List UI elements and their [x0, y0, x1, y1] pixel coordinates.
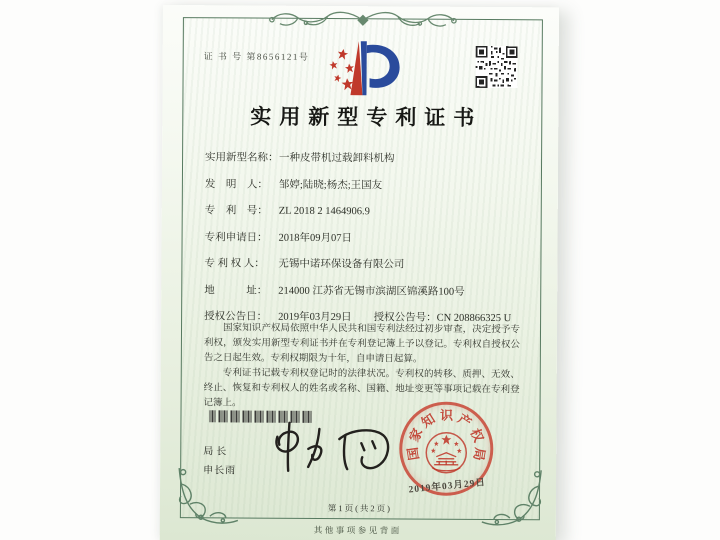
grant-number: CN 208866325 U [436, 312, 512, 325]
seal-char: 知 [418, 410, 438, 430]
seal-char: 国 [404, 446, 422, 462]
field-label: 授权公告日： [204, 311, 268, 323]
page-footer: 第1页(共2页) [327, 503, 393, 514]
national-emblem-icon [423, 428, 469, 478]
director-title-label: 局长 [203, 446, 230, 458]
field-value: 无锡中诺环保设备有限公司 [278, 258, 405, 271]
field-label: 地 址： [204, 284, 268, 297]
director-name-label: 申长雨 [203, 465, 237, 477]
grant-date: 2019年03月29日 [278, 311, 352, 324]
certificate-fields [204, 151, 523, 338]
director-signature [261, 417, 396, 480]
field-label: 专 利 权 人： [204, 258, 265, 270]
top-flourish-ornament [258, 7, 468, 34]
seal-char: 产 [455, 410, 475, 431]
field-label: 发 明 人： [204, 178, 268, 191]
seal-char: 局 [471, 446, 489, 462]
field-value: ZL 2018 2 1464906.9 [278, 205, 370, 218]
field-inventors [205, 178, 523, 194]
field-patentee [204, 257, 522, 273]
back-side-note: 其他事项参见背面 [313, 524, 402, 536]
seal-char: 家 [405, 425, 425, 444]
certificate-frame [180, 17, 543, 520]
legal-paragraph-2: 专利证书记载专利权登记时的法律状况。专利权的转移、质押、无效、终止、恢复和专利权人的姓名或名称、国籍、地址变更等事项记载在专利登记簿上。 [203, 368, 520, 409]
field-utility-model-name [205, 151, 523, 167]
field-value: 214000 江苏省无锡市滨湖区锦溪路100号 [278, 285, 465, 298]
legal-paragraph-1: 国家知识产权局依照中华人民共和国专利法经过初步审查，决定授予专利权，颁发实用新型专利证书并在专利登记簿上予以登记。专利权自授权公告之日起生效。专利权期限为十年，自申请日起算。 [203, 323, 521, 365]
field-filing-date [205, 231, 523, 247]
qr-code [475, 46, 517, 88]
field-value: 邹婷;陆晓;杨杰;王国友 [278, 179, 383, 191]
certificate-number: 证 书 号 第8656121号 [203, 51, 310, 62]
field-label: 授权公告号： [373, 312, 437, 324]
field-patent-number [205, 204, 523, 220]
field-label: 专 利 号： [204, 205, 268, 217]
seal-date: 2019年03月29日 [408, 477, 487, 496]
certificate-sheet [160, 5, 559, 540]
cnipa-logo-icon [321, 37, 413, 100]
field-label: 实用新型名称： [205, 152, 279, 164]
field-value: 2018年09月07日 [278, 232, 353, 244]
certificate-title: 实用新型专利证书 [250, 104, 483, 130]
field-address [204, 284, 522, 300]
seal-char: 权 [467, 426, 487, 445]
field-value: 一种皮带机过载卸料机构 [279, 152, 395, 165]
field-label: 专利申请日： [204, 231, 268, 244]
seal-char: 识 [439, 407, 454, 423]
